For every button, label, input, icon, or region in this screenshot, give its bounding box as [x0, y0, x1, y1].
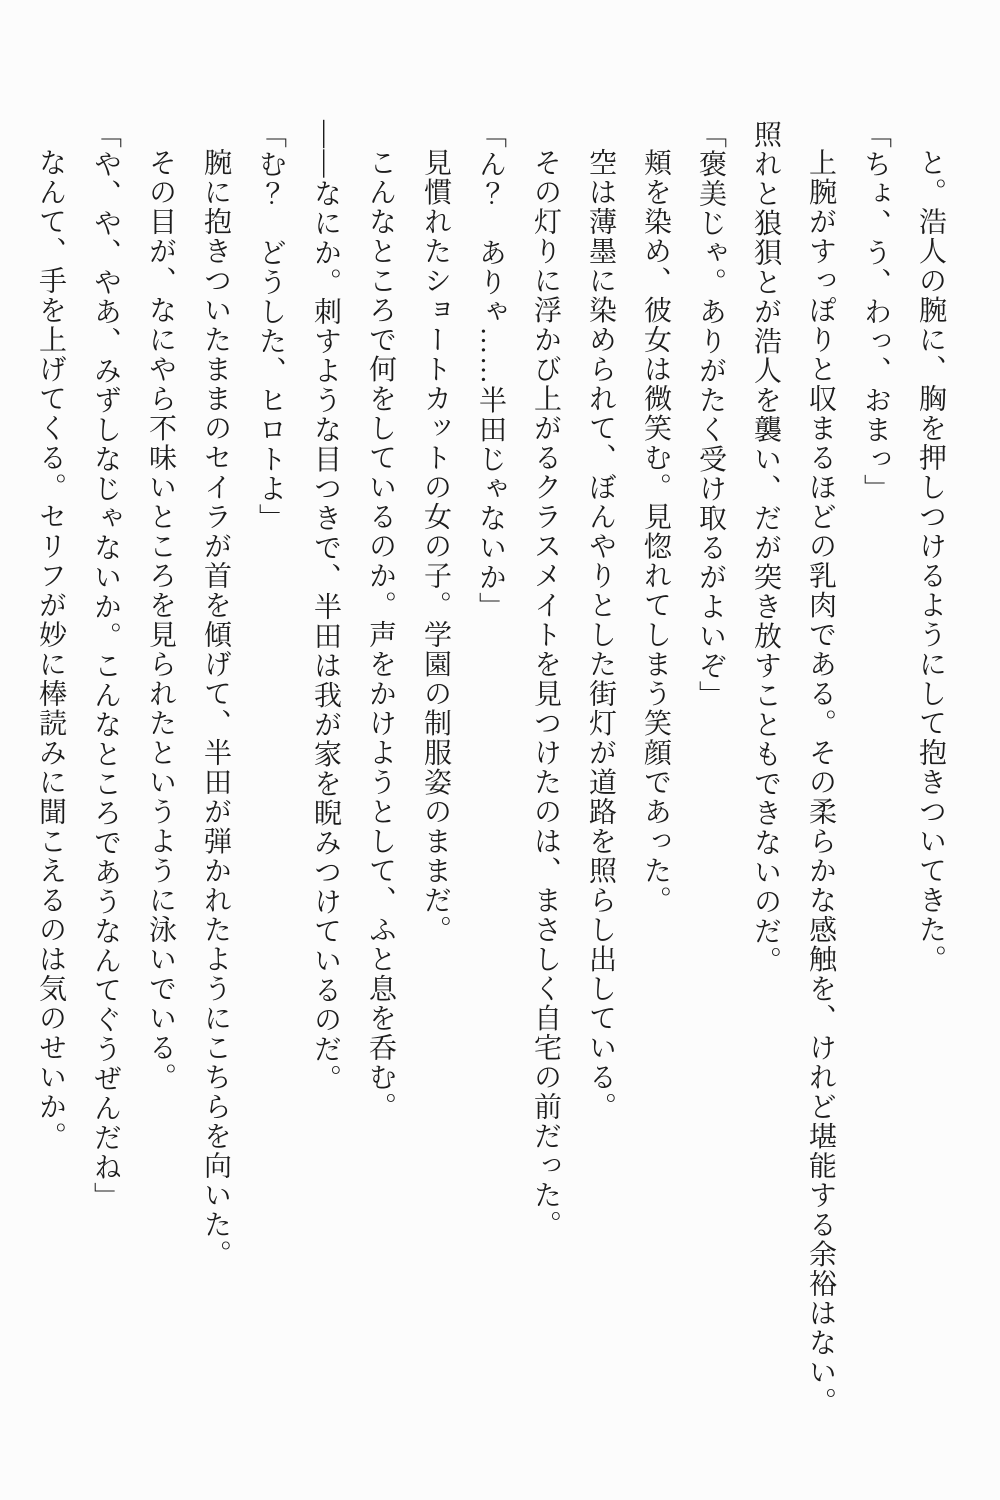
paragraph: 腕に抱きついたままのセイラが首を傾げて、半田が弾かれたようにこちらを向いた。 [200, 148, 231, 1269]
paragraph: 「ちょ、う、わっ、おまっ」 [860, 120, 891, 504]
paragraph: こんなところで何をしているのか。声をかけようとして、ふと息を呑む。 [365, 148, 396, 1122]
paragraph: ――なにか。刺すような目つきで、半田は我が家を睨みつけているのだ。 [310, 120, 341, 1094]
vertical-text-block [18, 120, 958, 1420]
paragraph: と。浩人の腕に、胸を押しつけるようにして抱きついてきた。 [915, 148, 946, 974]
paragraph: 頬を染め、彼女は微笑む。見惚れてしまう笑顔であった。 [640, 148, 671, 915]
paragraph: なんて、手を上げてくる。セリフが妙に棒読みに聞こえるのは気のせいか。 [35, 148, 66, 1151]
paragraph: 「や、や、やあ、みずしなじゃないか。こんなところであうなんてぐうぜんだね」 [90, 120, 121, 1212]
paragraph: 空は薄墨に染められて、ぼんやりとした街灯が道路を照らし出している。 [585, 148, 616, 1122]
paragraph: 見慣れたショートカットの女の子。学園の制服姿のままだ。 [420, 148, 451, 945]
paragraph: その目が、なにやら不味いところを見られたというように泳いでいる。 [145, 148, 176, 1092]
paragraph: 上腕がすっぽりと収まるほどの乳肉である。その柔らかな感触を、けれど堪能する余裕はない。照れと狼狽とが浩人を襲い、だが突き放すこともできないのだ。 [750, 120, 836, 1417]
paragraph: 「ん？ ありゃ……半田じゃないか」 [475, 120, 506, 622]
paragraph: 「褒美じゃ。ありがたく受け取るがよいぞ」 [695, 120, 726, 710]
paragraph: その灯りに浮かび上がるクラスメイトを見つけたのは、まさしく自宅の前だった。 [530, 148, 561, 1240]
paragraph: 「む？ どうした、ヒロトよ」 [255, 120, 286, 533]
